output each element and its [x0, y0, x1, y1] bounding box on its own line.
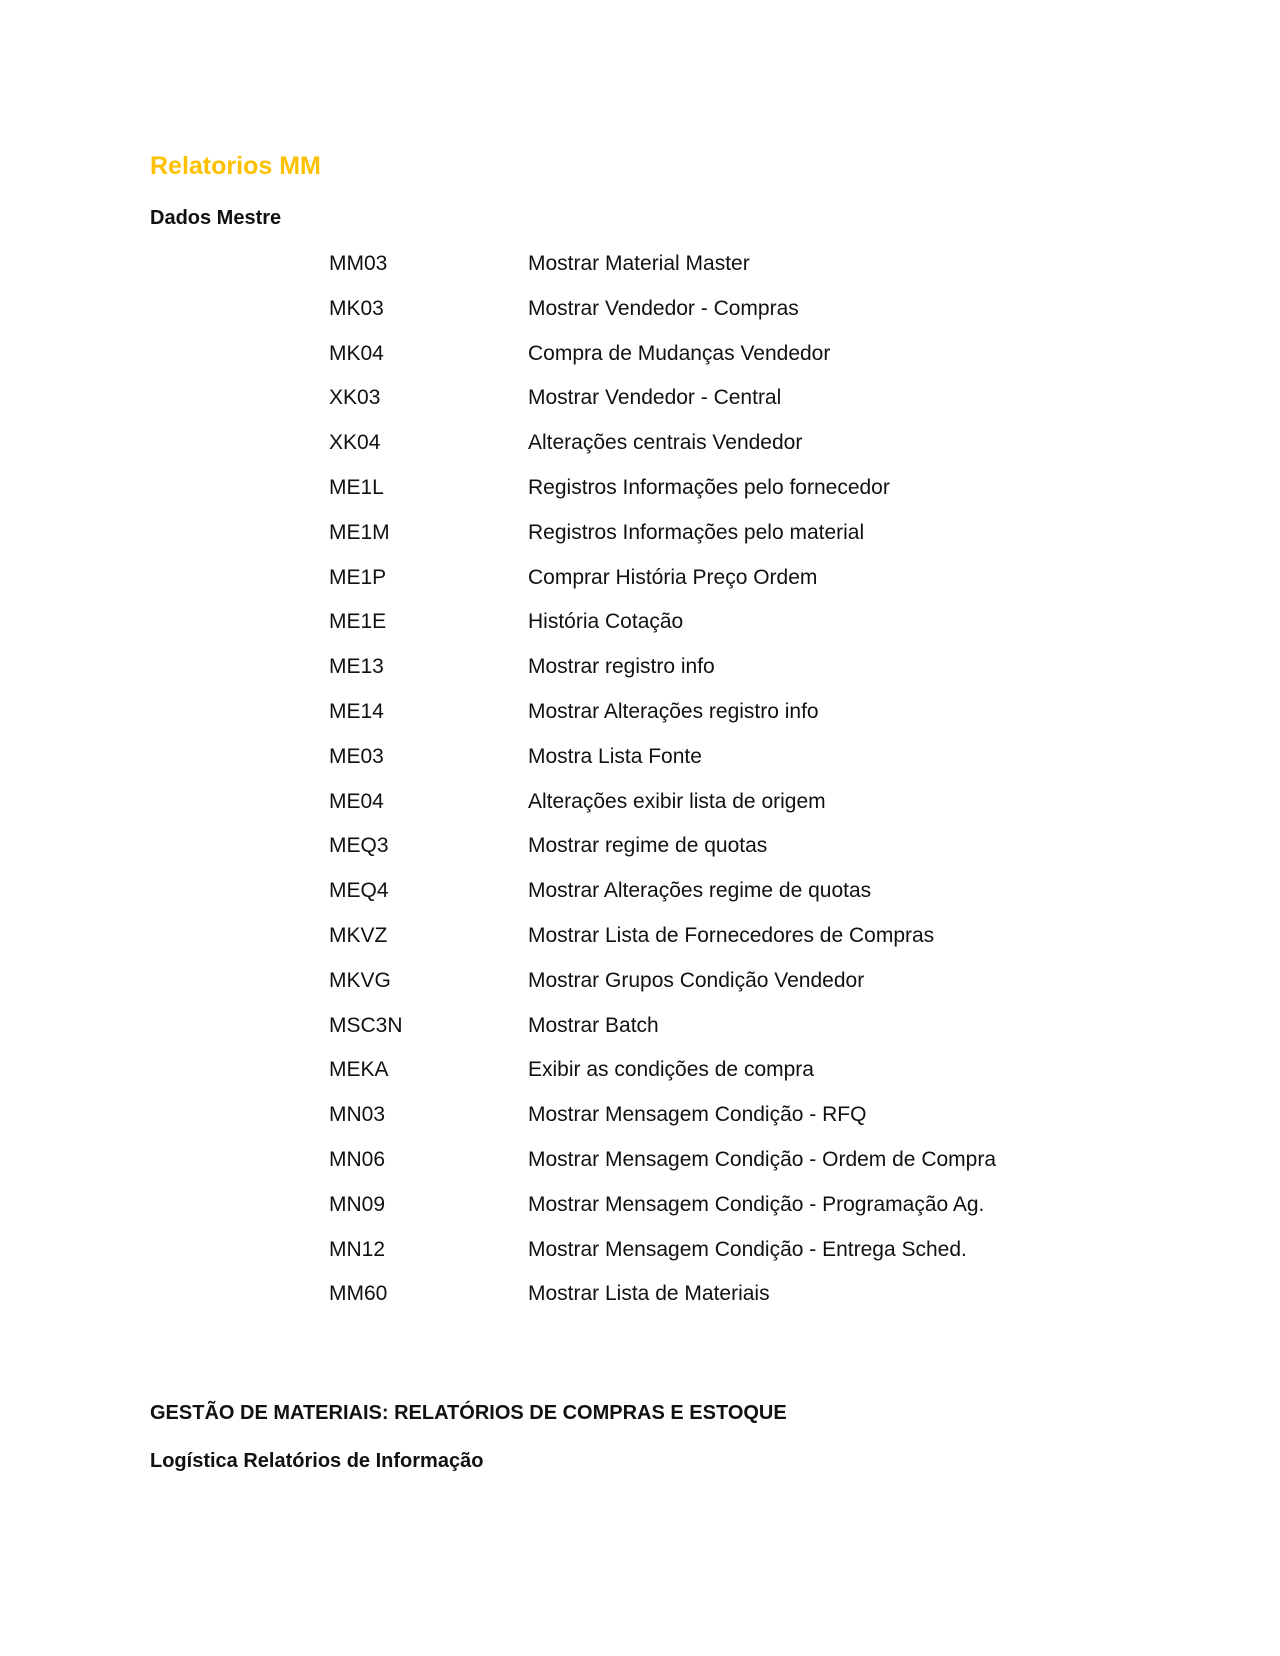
transaction-code: MEQ4 [329, 879, 389, 903]
transaction-description: Comprar História Preço Ordem [528, 565, 818, 589]
transaction-description: Mostrar Mensagem Condição - RFQ [528, 1103, 867, 1127]
list-item [0, 1279, 1280, 1324]
list-item [0, 1145, 1280, 1190]
list-item [0, 966, 1280, 1011]
transaction-description: Mostra Lista Fonte [528, 744, 702, 768]
transaction-description: Mostrar Mensagem Condição - Entrega Sched. [528, 1237, 967, 1261]
list-item [0, 607, 1280, 652]
list-item [0, 249, 1280, 294]
list-item [0, 1011, 1280, 1056]
transaction-code: ME1E [329, 610, 387, 634]
list-item [0, 1055, 1280, 1100]
list-item [0, 787, 1280, 832]
list-item [0, 518, 1280, 563]
transaction-description: Mostrar Grupos Condição Vendedor [528, 968, 865, 992]
transaction-code: XK03 [329, 386, 381, 410]
transaction-code: ME03 [329, 744, 384, 768]
transaction-code: MK03 [329, 296, 384, 320]
transaction-code: MN12 [329, 1237, 386, 1261]
transaction-code: MK04 [329, 341, 384, 365]
transaction-code: MN06 [329, 1147, 386, 1171]
transaction-code: MM03 [329, 252, 388, 275]
transaction-code: MM60 [329, 1282, 388, 1306]
transaction-list [0, 249, 1280, 1324]
transaction-description: Mostrar registro info [528, 655, 715, 679]
list-item [0, 339, 1280, 384]
transaction-description: Exibir as condições de compra [528, 1058, 814, 1082]
list-item [0, 473, 1280, 518]
list-item [0, 383, 1280, 428]
transaction-description: Alterações exibir lista de origem [528, 789, 826, 813]
transaction-description: História Cotação [528, 610, 684, 634]
list-item [0, 1235, 1280, 1280]
subsection-heading-logistics-reports: Logística Relatórios de Informação [150, 1450, 484, 1472]
transaction-description: Alterações centrais Vendedor [528, 431, 803, 455]
list-item [0, 697, 1280, 742]
list-item [0, 921, 1280, 966]
transaction-code: XK04 [329, 431, 381, 455]
list-item [0, 652, 1280, 697]
transaction-description: Mostrar Mensagem Condição - Ordem de Compra [528, 1147, 997, 1171]
transaction-description: Mostrar Mensagem Condição - Programação Ag. [528, 1192, 985, 1216]
list-item [0, 1100, 1280, 1145]
list-item [0, 831, 1280, 876]
section-heading-materials-management: GESTÃO DE MATERIAIS: RELATÓRIOS DE COMPRAS E ESTOQUE [150, 1402, 787, 1424]
transaction-description: Mostrar Vendedor - Compras [528, 296, 799, 320]
transaction-code: ME1M [329, 520, 390, 544]
transaction-description: Mostrar Lista de Materiais [528, 1282, 770, 1306]
transaction-code: MN09 [329, 1192, 386, 1216]
transaction-code: ME04 [329, 789, 384, 813]
list-item [0, 1190, 1280, 1235]
transaction-code: MEKA [329, 1058, 389, 1082]
transaction-description: Mostrar Alterações regime de quotas [528, 879, 872, 903]
transaction-description: Mostrar Lista de Fornecedores de Compras [528, 923, 935, 947]
transaction-code: ME13 [329, 655, 384, 679]
section-heading-master-data: Dados Mestre [150, 207, 282, 229]
transaction-code: ME14 [329, 699, 384, 723]
transaction-code: MEQ3 [329, 834, 389, 858]
transaction-description: Mostrar Material Master [528, 252, 750, 275]
transaction-code: MKVZ [329, 923, 388, 947]
transaction-code: ME1P [329, 565, 387, 589]
transaction-description: Mostrar Vendedor - Central [528, 386, 782, 410]
transaction-description: Mostrar Batch [528, 1013, 659, 1037]
transaction-code: MSC3N [329, 1013, 403, 1037]
list-item [0, 563, 1280, 608]
transaction-description: Registros Informações pelo fornecedor [528, 475, 890, 499]
transaction-code: MN03 [329, 1103, 386, 1127]
transaction-description: Mostrar regime de quotas [528, 834, 768, 858]
list-item [0, 876, 1280, 921]
transaction-code: ME1L [329, 475, 384, 499]
transaction-description: Compra de Mudanças Vendedor [528, 341, 831, 365]
list-item [0, 428, 1280, 473]
transaction-description: Registros Informações pelo material [528, 520, 865, 544]
list-item [0, 294, 1280, 339]
document-title: Relatorios MM [150, 152, 321, 180]
list-item [0, 742, 1280, 787]
transaction-code: MKVG [329, 968, 391, 992]
transaction-description: Mostrar Alterações registro info [528, 699, 819, 723]
